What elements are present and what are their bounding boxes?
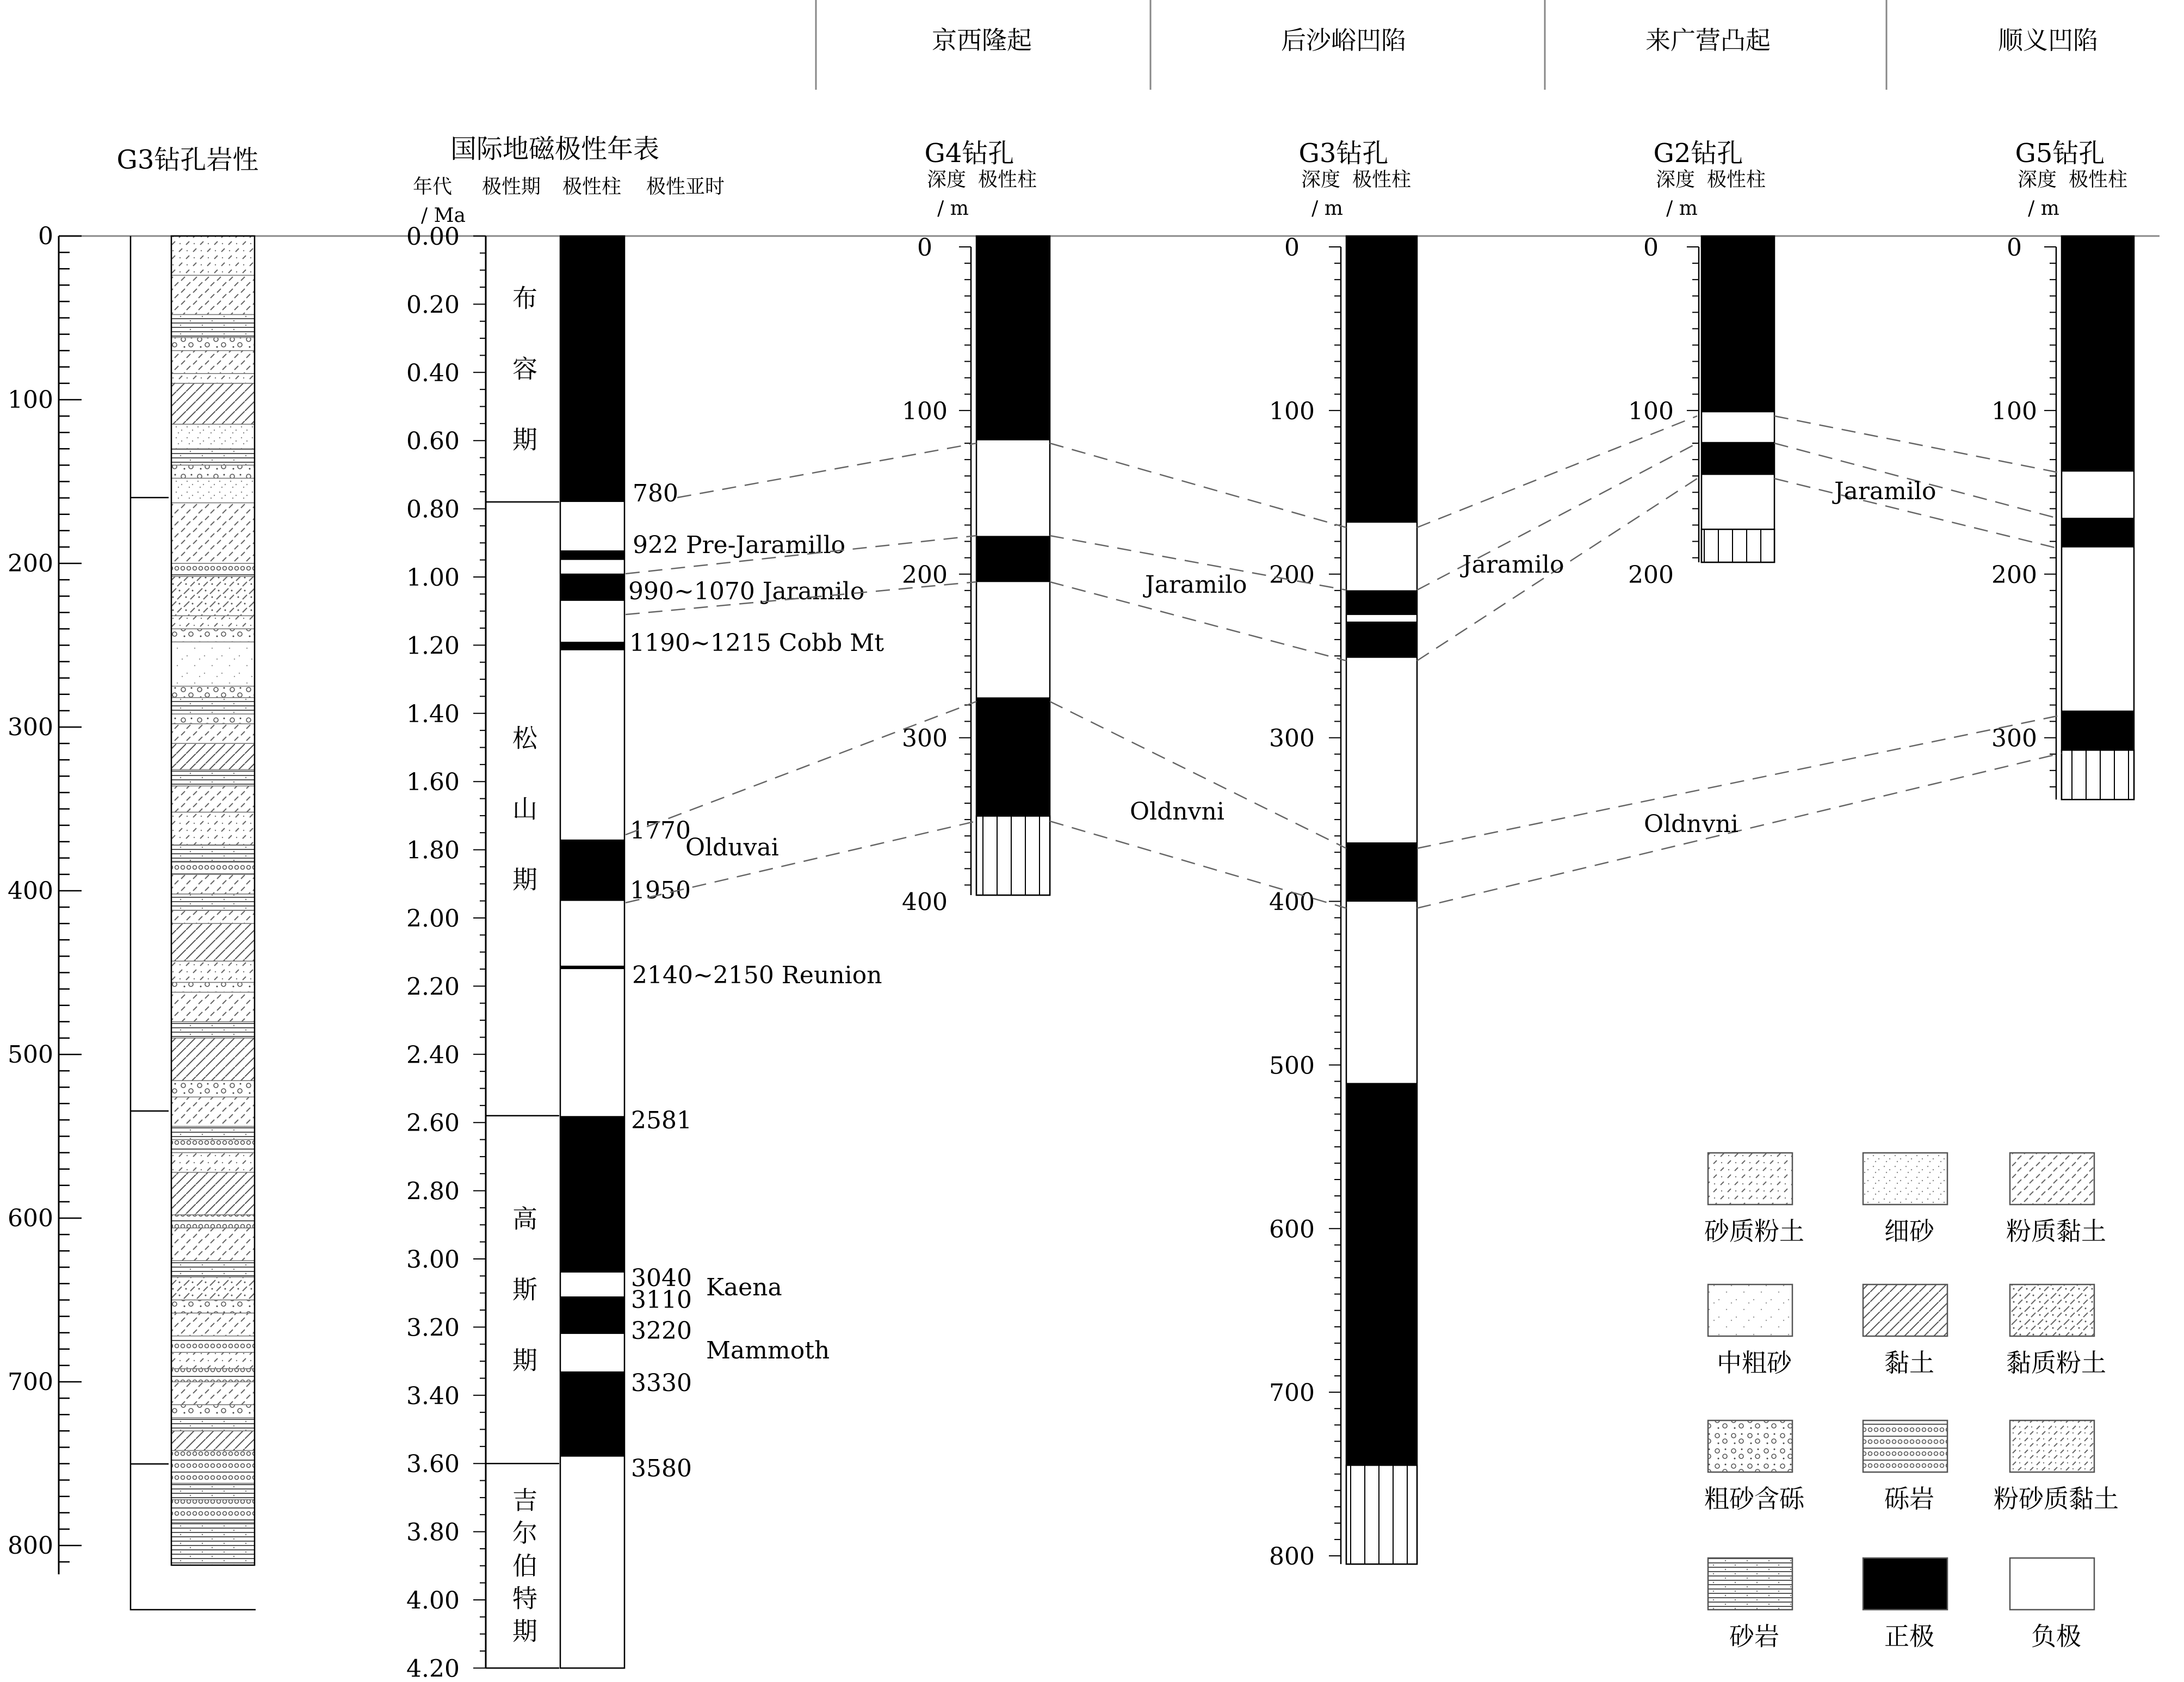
gpts-col-age: 年代 [412, 176, 453, 198]
borehole-depth-tick-label: 300 [1269, 724, 1315, 753]
gpts-age-label: 1.40 [406, 700, 460, 728]
lith-layer-sandy_silt [171, 236, 255, 275]
borehole-depth-tick-label: 600 [1269, 1215, 1315, 1244]
lith-layer-sandstone [171, 449, 255, 465]
gpts-age-label: 3.80 [406, 1518, 460, 1547]
lith-depth-label: 500 [8, 1041, 53, 1069]
borehole-title: G2钻孔 [1653, 138, 1743, 169]
legend-label: 黏土 [1884, 1348, 1934, 1377]
borehole-G4钻孔 [902, 138, 1050, 916]
chron-char: 松 [512, 723, 537, 753]
gpts-age-label: 4.00 [406, 1587, 460, 1615]
legend-label: 粉质黏土 [2006, 1216, 2106, 1246]
borehole-unsampled [976, 816, 1050, 895]
borehole-title: G5钻孔 [2015, 138, 2105, 169]
lith-layer-silty_clay [171, 1228, 255, 1261]
borehole-depth-tick-label: 100 [1628, 397, 1674, 425]
lith-layer-fine_sand [171, 478, 255, 502]
borehole-depth-tick-label: 300 [902, 724, 948, 753]
gpts-normal-band [560, 236, 624, 502]
gpts-col-subchron: 极性亚时 [646, 176, 725, 198]
gpts-age-label: 0.40 [406, 359, 460, 387]
gpts-polarity-column [560, 236, 624, 1668]
lith-layer-silty_clay [171, 275, 255, 314]
legend-swatch-clayey_silt [2010, 1284, 2094, 1336]
borehole-depth-tick-label: 400 [1269, 888, 1315, 916]
borehole-depth-tick-label: 100 [1991, 397, 2037, 425]
region-houshayu-depression: 后沙峪凹陷 [1281, 26, 1406, 55]
borehole-depth-tick-label: 100 [1269, 397, 1315, 425]
lith-layer-clayey_silt [171, 1277, 255, 1300]
gpts-col-chron: 极性期 [481, 176, 541, 198]
gpts-age-label: 1.20 [406, 632, 460, 660]
legend-swatch-conglomerate [1863, 1420, 1947, 1472]
legend-swatch-silty_sandy_clay [2010, 1420, 2094, 1472]
lith-layer-conglomerate [171, 1500, 255, 1523]
legend-label: 砾岩 [1884, 1484, 1934, 1513]
lith-depth-label: 700 [8, 1368, 53, 1396]
borehole-normal-band [976, 536, 1050, 582]
gpts-label-3040: 3040 [631, 1264, 692, 1292]
borehole-depth-tick-label: 300 [1991, 724, 2037, 753]
borehole-depth-tick-label: 700 [1269, 1379, 1315, 1407]
borehole-unsampled [1702, 529, 1774, 562]
lith-layer-coarse_gravel [171, 983, 255, 992]
gpts-age-label: 3.60 [406, 1450, 460, 1479]
borehole-depth-label: 深度 [1301, 169, 1341, 191]
gpts-label-mammoth: Mammoth [706, 1337, 830, 1364]
lith-layer-sandstone [171, 845, 255, 861]
lith-layer-silty_clay [171, 1097, 255, 1126]
lith-layer-sandstone [171, 1484, 255, 1500]
legend-label: 砂岩 [1729, 1622, 1779, 1651]
lith-depth-label: 200 [8, 550, 53, 578]
lith-layer-silty_clay [171, 503, 255, 563]
lith-layer-sandstone [171, 1022, 255, 1038]
gpts-age-label: 2.60 [406, 1109, 460, 1138]
lith-layer-silty_clay [171, 910, 255, 923]
legend-label: 黏质粉土 [2006, 1348, 2106, 1377]
borehole-depth-tick-label: 200 [1269, 561, 1315, 589]
gpts-label-780: 780 [633, 480, 678, 507]
gpts-subchron-labels [628, 480, 884, 1482]
lith-depth-label: 300 [8, 713, 53, 741]
gpts-age-label: 2.80 [406, 1177, 460, 1206]
legend-swatch-silty_clay [2010, 1153, 2094, 1205]
gpts-age-label: 3.00 [406, 1246, 460, 1274]
gpts-age-ticks [406, 223, 486, 1682]
correlation-label-g3-oldnvni: Oldnvni [1644, 810, 1738, 838]
borehole-depth-label: 深度 [926, 169, 967, 191]
gpts-age-label: 3.20 [406, 1314, 460, 1342]
chron-char: 高 [512, 1204, 537, 1234]
gpts-label-3330: 3330 [631, 1369, 692, 1397]
gpts-label-olduvai: Olduvai [685, 834, 779, 861]
gpts-label-pre-jaramillo: 922 Pre-Jaramillo [633, 531, 846, 559]
gpts-age-label: 0.60 [406, 427, 460, 456]
gpts-label-3580: 3580 [631, 1455, 692, 1482]
gpts-chron-column [486, 284, 559, 1668]
chron-char: 尔 [512, 1518, 537, 1548]
lith-layer-coarse_gravel [171, 1300, 255, 1313]
borehole-unit: / m [2028, 197, 2059, 220]
gpts-normal-band [560, 1371, 624, 1457]
borehole-depth-tick-label: 200 [902, 561, 948, 589]
correlation-label-g4-oldnvni: Oldnvni [1130, 798, 1224, 826]
legend-swatch-clay [1863, 1284, 1947, 1336]
borehole-normal-band [1702, 442, 1774, 475]
borehole-title: G4钻孔 [924, 138, 1014, 169]
legend-swatch-sandy_silt [1708, 1153, 1792, 1205]
chron-char: 布 [512, 283, 537, 313]
borehole-depth-tick-label: 400 [902, 888, 948, 916]
lith-layer-conglomerate [171, 563, 255, 576]
gpts-label-1950: 1950 [630, 877, 691, 904]
legend-label: 细砂 [1884, 1216, 1934, 1246]
gpts-age-label: 0.80 [406, 495, 460, 524]
gpts-normal-band [560, 642, 624, 650]
lith-layer-sandstone [171, 894, 255, 910]
borehole-normal-band [1346, 842, 1417, 902]
chron-char: 期 [512, 1345, 537, 1375]
borehole-depth-label: 深度 [1655, 169, 1696, 191]
lith-depth-label: 800 [8, 1532, 53, 1560]
gpts-age-label: 3.40 [406, 1382, 460, 1410]
lith-layer-sandy_silt [171, 961, 255, 982]
gpts-label-kaena: Kaena [706, 1274, 782, 1301]
correlation-label-g3-jaramilo: Jaramilo [1462, 551, 1564, 579]
gpts-label-cobb-mt: 1190~1215 Cobb Mt [629, 629, 884, 657]
borehole-G5钻孔 [1991, 138, 2134, 799]
lith-layer-sandstone [171, 698, 255, 714]
correlation-label-g4-jaramilo: Jaramilo [1145, 571, 1247, 599]
lith-layer-conglomerate [171, 1450, 255, 1483]
lith-layer-clay [171, 743, 255, 769]
lith-layer-silty_clay [171, 992, 255, 1022]
borehole-normal-band [976, 697, 1050, 816]
correlation-label-g2-jaramilo: Jaramilo [1834, 477, 1936, 505]
legend-label: 粉砂质黏土 [1994, 1484, 2119, 1513]
legend-swatch-reversed [2010, 1558, 2094, 1610]
gpts-age-label: 0.20 [406, 291, 460, 319]
lith-layer-coarse_gravel [171, 465, 255, 478]
chron-char: 斯 [512, 1275, 537, 1305]
borehole-normal-band [1346, 1083, 1417, 1465]
legend-swatch-coarse_gravel [1708, 1420, 1792, 1472]
lithology-column [171, 236, 255, 1565]
gpts-age-label: 2.40 [406, 1041, 460, 1069]
borehole-normal-band [2062, 518, 2134, 548]
gpts-age-label: 4.20 [406, 1655, 460, 1682]
lith-layer-coarse_gravel [171, 1081, 255, 1097]
lith-depth-label: 100 [8, 386, 53, 414]
borehole-depth-tick-label: 500 [1269, 1052, 1315, 1080]
legend [1704, 1153, 2119, 1651]
gpts-label-2581: 2581 [631, 1107, 692, 1134]
lith-layer-fine_sand [171, 424, 255, 449]
borehole-depth-tick-label: 0 [917, 234, 932, 262]
lith-depth-label: 0 [38, 222, 53, 250]
lith-layer-conglomerate [171, 1336, 255, 1352]
chron-char: 特 [512, 1584, 537, 1613]
gpts-normal-band [560, 1116, 624, 1273]
borehole-normal-band [1346, 236, 1417, 523]
borehole-polarity-label: 极性柱 [1706, 169, 1766, 191]
borehole-unit: / m [1311, 197, 1343, 220]
region-jingxi-uplift: 京西隆起 [932, 26, 1032, 55]
borehole-unsampled [2062, 750, 2134, 799]
chron-char: 容 [512, 354, 537, 384]
borehole-polarity-label: 极性柱 [977, 169, 1037, 191]
lith-layer-clay [171, 1038, 255, 1081]
gpts-normal-band [560, 840, 624, 901]
gpts-label-reunion: 2140~2150 Reunion [632, 961, 882, 989]
lith-layer-sandy_silt [171, 812, 255, 845]
lithology-title: G3钻孔岩性 [116, 145, 259, 175]
gpts-age-label: 2.20 [406, 973, 460, 1001]
gpts-age-label: 2.00 [406, 905, 460, 933]
lith-layer-coarse_gravel [171, 686, 255, 698]
chron-char: 期 [512, 1616, 537, 1646]
borehole-G2钻孔 [1628, 138, 1774, 589]
lith-layer-coarse_gravel [171, 338, 255, 351]
gpts-age-label: 1.60 [406, 768, 460, 797]
gpts-age-label: 0.00 [406, 223, 460, 251]
borehole-depth-tick-label: 100 [902, 397, 948, 425]
borehole-unit: / m [1666, 197, 1698, 220]
gpts-normal-band [560, 966, 624, 969]
borehole-polarity-label: 极性柱 [1352, 169, 1412, 191]
lith-layer-coarse_gravel [171, 629, 255, 642]
borehole-unit: / m [937, 197, 969, 220]
borehole-depth-tick-label: 800 [1269, 1543, 1315, 1571]
lith-layer-sandstone [171, 1418, 255, 1431]
gpts-age-label: 1.00 [406, 564, 460, 592]
region-shunyi-depression: 顺义凹陷 [1998, 26, 2098, 55]
lith-layer-sandstone [171, 1261, 255, 1277]
lith-layer-silty_clay [171, 1382, 255, 1405]
borehole-polarity-label: 极性柱 [2068, 169, 2128, 191]
legend-label: 中粗砂 [1717, 1348, 1792, 1377]
lith-layer-conglomerate [171, 1215, 255, 1228]
lith-layer-conglomerate [171, 861, 255, 874]
borehole-normal-band [1346, 622, 1417, 658]
legend-label: 正极 [1884, 1622, 1934, 1651]
lith-depth-label: 400 [8, 877, 53, 905]
gpts-normal-band [560, 550, 624, 560]
lith-layer-clay [171, 923, 255, 961]
lith-layer-silty_clay [171, 351, 255, 374]
lith-layer-silty_clay [171, 874, 255, 894]
lith-layer-clayey_silt [171, 576, 255, 616]
lith-layer-sandy_silt [171, 1352, 255, 1369]
lith-layer-conglomerate [171, 1140, 255, 1153]
lith-layer-clay [171, 1172, 255, 1215]
borehole-depth-tick-label: 0 [2007, 234, 2022, 262]
chron-char: 期 [512, 425, 537, 455]
gpts-col-age-unit: / Ma [421, 204, 466, 227]
gpts-normal-band [560, 574, 624, 601]
borehole-unsampled [1346, 1465, 1417, 1564]
borehole-normal-band [976, 236, 1050, 440]
legend-swatch-normal [1863, 1558, 1947, 1610]
lith-layer-sandy_silt [171, 616, 255, 629]
borehole-depth-tick-label: 0 [1643, 234, 1659, 262]
gpts-title: 国际地磁极性年表 [450, 134, 660, 164]
lith-layer-sandy_silt [171, 1153, 255, 1172]
lith-layer-med_coarse_sand [171, 642, 255, 686]
gpts-label-1770: 1770 [630, 817, 691, 845]
region-laiguangying-uplift: 来广营凸起 [1645, 26, 1771, 55]
borehole-normal-band [2062, 236, 2134, 471]
chron-char: 伯 [512, 1551, 537, 1581]
lith-layer-conglomerate [171, 1369, 255, 1382]
legend-label: 粗砂含砾 [1704, 1484, 1804, 1513]
borehole-normal-band [2062, 711, 2134, 750]
lith-layer-silty_clay [171, 1313, 255, 1336]
gpts-normal-band [560, 1296, 624, 1334]
gpts-label-jaramilo: 990~1070 Jaramilo [628, 578, 865, 605]
chron-char: 吉 [512, 1485, 537, 1515]
borehole-depth-label: 深度 [2017, 169, 2057, 191]
legend-swatch-sandstone [1708, 1558, 1792, 1610]
lith-layer-clay [171, 383, 255, 424]
lith-layer-sandstone [171, 314, 255, 337]
lith-layer-sandstone [171, 1523, 255, 1565]
borehole-title: G3钻孔 [1298, 138, 1389, 169]
lith-layer-sandstone [171, 1126, 255, 1139]
legend-label: 砂质粉土 [1704, 1216, 1804, 1246]
legend-swatch-fine_sand [1863, 1153, 1947, 1205]
lith-layer-sandy_silt [171, 374, 255, 383]
borehole-depth-tick-label: 200 [1628, 561, 1674, 589]
lith-layer-coarse_gravel [171, 714, 255, 724]
lith-layer-silty_clay [171, 786, 255, 812]
gpts-col-polarity: 极性柱 [562, 176, 622, 198]
chron-char: 期 [512, 865, 537, 895]
borehole-G3钻孔 [1269, 138, 1417, 1571]
lith-layer-clay [171, 1431, 255, 1450]
lithology-depth-ticks [8, 222, 82, 1562]
borehole-normal-band [1702, 236, 1774, 412]
borehole-depth-tick-label: 0 [1284, 234, 1300, 262]
chron-char: 山 [512, 794, 537, 824]
lith-depth-label: 600 [8, 1205, 53, 1232]
legend-label: 负极 [2031, 1622, 2081, 1651]
borehole-normal-band [1346, 590, 1417, 615]
borehole-depth-tick-label: 200 [1991, 561, 2037, 589]
gpts-age-label: 1.80 [406, 836, 460, 865]
gpts-label-3220: 3220 [631, 1317, 692, 1345]
lith-layer-coarse_gravel [171, 1405, 255, 1418]
legend-swatch-med_coarse_sand [1708, 1284, 1792, 1336]
borehole-columns [902, 138, 2134, 1571]
gpts-label-3110: 3110 [631, 1286, 692, 1314]
lith-layer-silty_clay [171, 724, 255, 743]
lith-layer-sandstone [171, 769, 255, 786]
